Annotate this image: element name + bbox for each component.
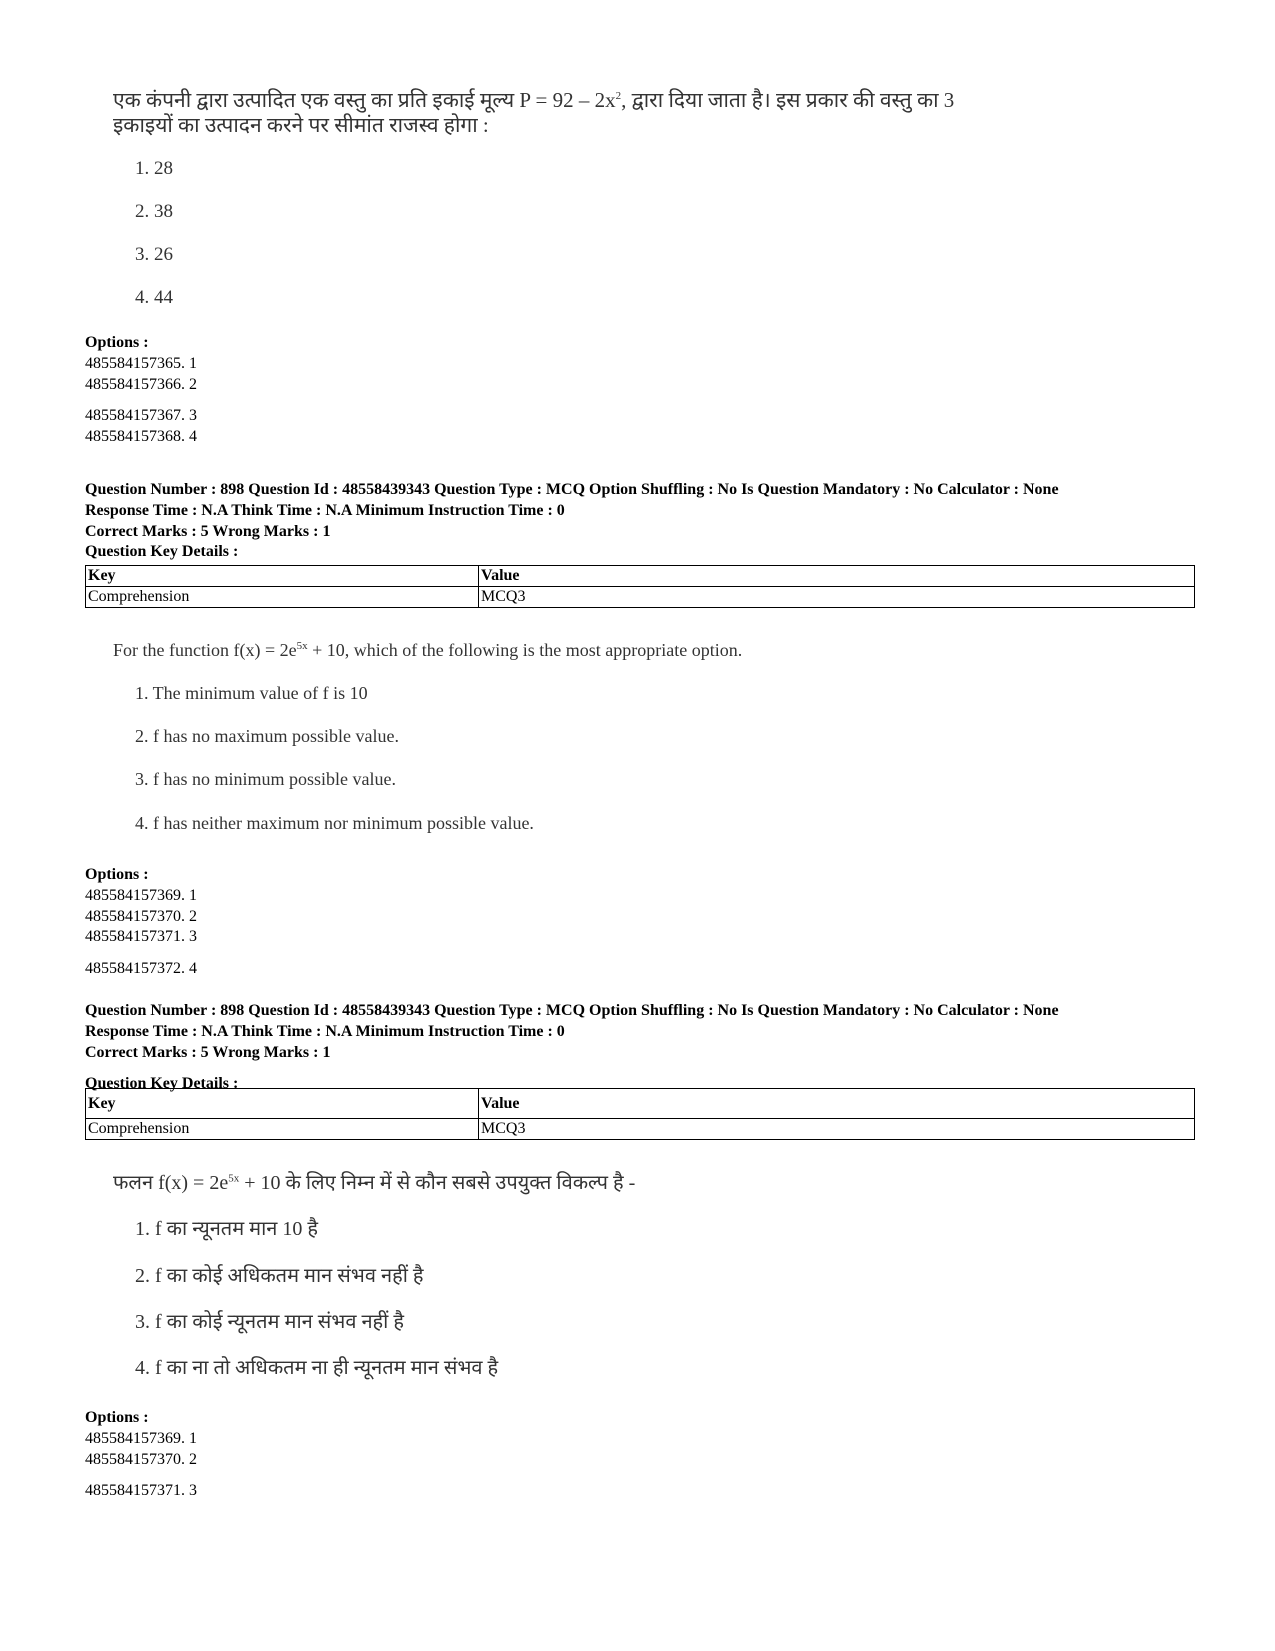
q2-meta-line: Correct Marks : 5 Wrong Marks : 1 — [85, 523, 331, 540]
table-header-key: Key — [86, 1089, 479, 1119]
q3-options-label: Options : — [85, 1409, 149, 1426]
q3-choice: 3. f का कोई न्यूनतम मान संभव नहीं है — [135, 1311, 404, 1333]
q2-option: 485584157371. 3 — [85, 928, 197, 945]
q2-options-label: Options : — [85, 866, 149, 883]
q3-option: 485584157370. 2 — [85, 1451, 197, 1468]
q1-option: 485584157365. 1 — [85, 355, 197, 372]
q2-choice: 1. The minimum value of f is 10 — [135, 683, 368, 703]
q2-meta-line: Question Number : 898 Question Id : 48558439343 Question Type : MCQ Option Shuffling : No Is Question Mandatory : No Calculator : None — [85, 481, 1059, 498]
q3-choice: 4. f का ना तो अधिकतम ना ही न्यूनतम मान संभव है — [135, 1357, 499, 1379]
table-header-value: Value — [479, 566, 1195, 587]
q1-option: 485584157366. 2 — [85, 376, 197, 393]
q1-stem-line1: एक कंपनी द्वारा उत्पादित एक वस्तु का प्रति इकाई मूल्य $P = 92 - 2x^2$, द्वारा दिया जाता है। इस प्रकार की वस्तु का 3 — [113, 88, 955, 112]
q1-choice: 3. 26 — [135, 244, 173, 265]
table-cell-key: Comprehension — [86, 1119, 479, 1140]
q3-stem: फलन $f(x) = 2e^{5x} + 10$ के लिए निम्न में से कौन सबसे उपयुक्त विकल्प है - — [113, 1172, 636, 1194]
q2-meta-line: Response Time : N.A Think Time : N.A Minimum Instruction Time : 0 — [85, 502, 565, 519]
q3-choice: 2. f का कोई अधिकतम मान संभव नहीं है — [135, 1265, 424, 1287]
q2-choice: 3. f has no minimum possible value. — [135, 769, 396, 789]
q2-stem: For the function $f(x) = 2e^{5x} + 10$, which of the following is the most appropriate option. — [113, 640, 743, 660]
q3-option: 485584157369. 1 — [85, 1430, 197, 1447]
table-header-value: Value — [479, 1089, 1195, 1119]
q2-option: 485584157372. 4 — [85, 960, 197, 977]
q1-choice: 4. 44 — [135, 287, 173, 308]
q3-key-table — [85, 1088, 1195, 1140]
table-cell-key: Comprehension — [86, 587, 479, 608]
table-row — [86, 566, 1195, 587]
q1-choice: 2. 38 — [135, 201, 173, 222]
q2-option: 485584157369. 1 — [85, 887, 197, 904]
table-row — [86, 587, 1195, 608]
q1-choice: 1. 28 — [135, 158, 173, 179]
q3-option: 485584157371. 3 — [85, 1482, 197, 1499]
table-row — [86, 1089, 1195, 1119]
q3-meta-line: Correct Marks : 5 Wrong Marks : 1 — [85, 1044, 331, 1061]
q1-stem-line2: इकाइयों का उत्पादन करने पर सीमांत राजस्व होगा : — [113, 113, 489, 137]
table-cell-value: MCQ3 — [479, 1119, 1195, 1140]
table-row — [86, 1119, 1195, 1140]
q2-key-table — [85, 565, 1195, 608]
q2-option: 485584157370. 2 — [85, 908, 197, 925]
table-cell-value: MCQ3 — [479, 587, 1195, 608]
table-header-key: Key — [86, 566, 479, 587]
q3-meta-line: Response Time : N.A Think Time : N.A Minimum Instruction Time : 0 — [85, 1023, 565, 1040]
q2-choice: 2. f has no maximum possible value. — [135, 726, 399, 746]
q1-option: 485584157368. 4 — [85, 428, 197, 445]
q1-option: 485584157367. 3 — [85, 407, 197, 424]
q3-meta-line: Question Key Details : — [85, 1075, 239, 1092]
q3-choice: 1. f का न्यूनतम मान 10 है — [135, 1218, 319, 1240]
q3-meta-line: Question Number : 898 Question Id : 48558439343 Question Type : MCQ Option Shuffling : No Is Question Mandatory : No Calculator : None — [85, 1002, 1059, 1019]
q1-stem — [113, 88, 1113, 138]
q2-meta-line: Question Key Details : — [85, 543, 239, 560]
q1-options-label: Options : — [85, 334, 149, 351]
q2-choice: 4. f has neither maximum nor minimum possible value. — [135, 813, 534, 833]
